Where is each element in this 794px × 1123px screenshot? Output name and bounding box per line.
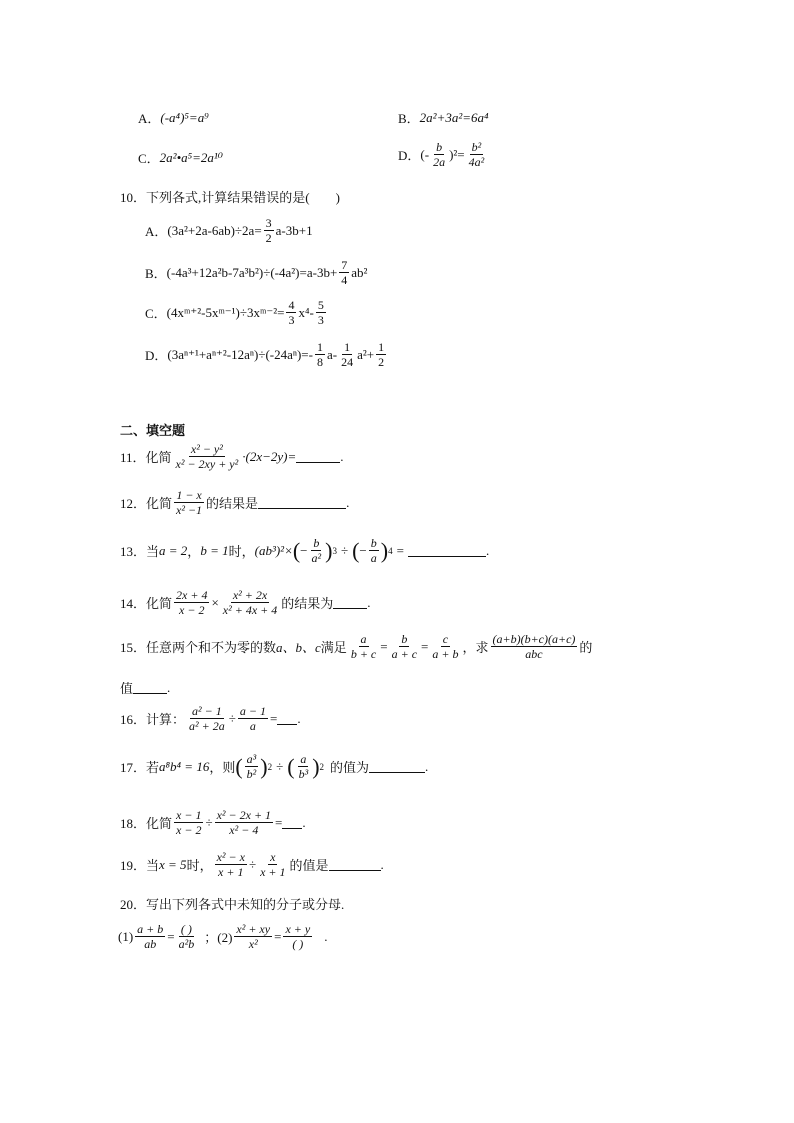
period: . (346, 494, 350, 510)
question-text: 19．当 (120, 858, 160, 873)
fraction (245, 752, 259, 781)
denominator: x² −1 (176, 503, 203, 517)
question-text: 12．化简 (120, 496, 173, 511)
denominator: a (370, 551, 377, 565)
period: . (485, 542, 490, 558)
paren-open: ( (287, 753, 295, 779)
fraction (431, 140, 447, 169)
period: . (340, 448, 344, 464)
numerator: 1 (344, 340, 351, 354)
numerator: b (401, 632, 408, 646)
fraction (174, 442, 241, 471)
option-label: B． (398, 111, 420, 126)
period: . (167, 679, 171, 695)
denominator: 3 (317, 313, 324, 327)
fraction (215, 850, 247, 879)
denominator: a² + 2a (189, 719, 225, 733)
fraction (310, 536, 324, 565)
answer-blank[interactable] (282, 816, 302, 829)
unknown-numerator[interactable]: ( ) (180, 922, 192, 936)
fraction (390, 632, 419, 661)
fraction (174, 588, 209, 617)
fraction (376, 340, 386, 369)
paren-close: ) (380, 537, 389, 563)
expr-part: a- (326, 346, 338, 362)
fraction (315, 340, 325, 369)
question-text: 17．若 (120, 760, 160, 775)
option-text: 2a²•a⁵=2a¹⁰ (159, 149, 224, 165)
operator: = (269, 710, 278, 726)
expr-part: a²+ (357, 346, 375, 362)
q10-option-a (145, 216, 313, 245)
question-14 (120, 588, 371, 617)
numerator: (a+b)(b+c)(a+c) (492, 632, 576, 646)
option-label: D． (145, 348, 168, 363)
numerator: a + b (137, 922, 164, 936)
question-text: 的结果为 (281, 596, 334, 611)
numerator: 3 (265, 216, 272, 230)
denominator: 4a² (468, 155, 485, 169)
option-label: A． (145, 224, 168, 239)
fraction (467, 140, 487, 169)
answer-blank[interactable] (133, 681, 167, 694)
denominator: 8 (316, 355, 323, 369)
denominator: 24 (341, 355, 354, 369)
denominator: x² + 4x + 4 (222, 603, 278, 617)
paren-open: ( (292, 537, 301, 563)
fraction[interactable] (283, 922, 312, 951)
operator: = (274, 928, 282, 944)
fraction (430, 632, 460, 661)
denominator: x + 1 (260, 865, 286, 879)
q9-option-c (138, 148, 223, 167)
numerator: 1 − x (176, 488, 202, 502)
answer-blank[interactable] (258, 496, 346, 509)
fraction[interactable] (177, 922, 197, 951)
numerator: a (300, 752, 307, 766)
q10-title: 10．下列各式,计算结果错误的是( ) (120, 190, 340, 205)
numerator: x + y (285, 922, 311, 936)
denominator: a²b (178, 937, 195, 951)
expr-part: (- (420, 146, 430, 162)
paren-open: ( (352, 537, 360, 563)
question-text: 时， (228, 544, 255, 559)
equals-sign: = (421, 638, 429, 654)
fraction (234, 922, 272, 951)
question-text: 13．当 (120, 544, 160, 559)
paren-close: ) (325, 537, 333, 563)
denominator: x + 1 (218, 865, 244, 879)
denominator: 2 (265, 231, 272, 245)
question-11 (120, 442, 343, 471)
question-20-title: 20．写出下列各式中未知的分子或分母. (120, 897, 345, 912)
numerator: 4 (288, 298, 295, 312)
option-label: C． (145, 306, 167, 321)
numerator: 5 (317, 298, 324, 312)
option-label: C． (138, 151, 160, 166)
period: . (380, 856, 384, 872)
denominator: x² (248, 937, 258, 951)
unknown-denominator[interactable]: ( ) (292, 937, 304, 951)
denominator: 2 (378, 355, 385, 369)
denominator: a (249, 719, 256, 733)
expr-part: (ab³)²× (254, 542, 293, 558)
q9-option-d (398, 140, 488, 169)
numerator: 1 (316, 340, 323, 354)
question-text: 的 (579, 640, 593, 655)
numerator: 2x + 4 (176, 588, 208, 602)
expr-part: ab² (351, 264, 368, 280)
expr-part: (4xᵐ⁺²-5xᵐ⁻¹)÷3xᵐ⁻²= (166, 304, 285, 320)
answer-blank[interactable] (408, 544, 486, 557)
fraction (187, 704, 227, 733)
period: . (367, 594, 371, 610)
numerator: x² + xy (236, 922, 271, 936)
expr-part: ·(2x−2y)= (242, 448, 297, 464)
part-label: ；(2) (204, 930, 233, 945)
paren-close: ) (312, 753, 320, 779)
numerator: a (360, 632, 367, 646)
fraction (174, 808, 203, 837)
condition: b = 1 (200, 542, 229, 558)
question-18 (120, 808, 306, 837)
denominator: x² − 4 (229, 823, 259, 837)
fraction (174, 488, 204, 517)
numerator: a² − 1 (192, 704, 222, 718)
answer-blank[interactable] (296, 450, 340, 463)
paren-close: ) (260, 753, 268, 779)
denominator: a² (311, 551, 322, 565)
condition: x = 5 (159, 856, 187, 872)
denominator: a + c (391, 647, 418, 661)
denominator: x² − 2xy + y² (175, 457, 239, 471)
q9-option-a (138, 108, 209, 127)
fraction (349, 632, 378, 661)
question-text: 的值为 (330, 760, 370, 775)
numerator: 1 (378, 340, 385, 354)
option-text: 2a²+3a²=6a⁴ (419, 109, 489, 125)
question-text: 时， (186, 858, 213, 873)
option-label: A． (138, 111, 161, 126)
variables: a、b、c (276, 640, 321, 655)
numerator: x − 1 (176, 808, 202, 822)
period: . (302, 814, 306, 830)
denominator: x − 2 (179, 603, 205, 617)
minus-sign: − (359, 542, 367, 558)
fraction (297, 752, 311, 781)
expr-part: x⁴- (298, 304, 314, 320)
expr-part: a-3b+1 (275, 222, 313, 238)
option-text: (-a⁴)⁵=a⁹ (160, 109, 209, 125)
period: . (425, 758, 429, 774)
question-17: 17．若 a⁸b⁴ = 16 ，则 ( $\frac{\text{a³}}{\text{b²}}$ ) 2 ÷ ( $\frac{a}{\text{b³}}$ ) 2 的值为 . (120, 752, 429, 781)
fraction (339, 258, 349, 287)
denominator: 4 (341, 273, 348, 287)
question-text: 18．化简 (120, 816, 173, 831)
expr-part: (3aⁿ⁺¹+aⁿ⁺²-12aⁿ)÷(-24aⁿ)=- (167, 346, 313, 362)
numerator: c (442, 632, 449, 646)
fraction (264, 216, 274, 245)
fraction (491, 632, 578, 661)
denominator: a + b (432, 647, 459, 661)
paren-open: ( (235, 753, 243, 779)
operator: = (167, 928, 175, 944)
denominator: abc (525, 647, 543, 661)
operator: × (211, 594, 219, 610)
operator: = (396, 542, 404, 558)
operator: ÷ (248, 856, 257, 872)
numerator: 7 (341, 258, 348, 272)
question-13: 13．当 a = 2 ， b = 1 时， (ab³)²× ( − $\frac{b}{\text{a²}}$ ) 3 ÷ ( − $\frac{b}{a}$ ) 4 = . (120, 536, 490, 565)
question-text: ，求 (462, 640, 489, 655)
equals-sign: = (380, 638, 388, 654)
fraction (238, 704, 268, 733)
fraction (286, 298, 296, 327)
expr-part: (3a²+2a-6ab)÷2a= (167, 222, 262, 238)
option-label: B． (145, 266, 167, 281)
question-15-line2 (120, 678, 170, 697)
expr-part: )²= (449, 146, 465, 162)
answer-blank[interactable] (277, 712, 297, 725)
q9-option-b (398, 108, 489, 127)
option-label: D． (398, 148, 421, 163)
answer-blank[interactable] (369, 760, 425, 773)
section-heading: 二、填空题 (120, 423, 186, 438)
condition: a = 2 (159, 542, 188, 558)
denominator: b² (246, 767, 257, 781)
part-label: (1) (118, 928, 134, 944)
operator: ÷ (228, 710, 236, 726)
numerator: b (313, 536, 320, 550)
numerator: x² − y² (190, 442, 223, 456)
period: . (324, 928, 328, 944)
question-text: 满足 (320, 640, 347, 655)
denominator: b + c (350, 647, 377, 661)
question-15 (120, 632, 592, 661)
question-16 (120, 704, 301, 733)
expr-part: (-4a³+12a²b-7a³b²)÷(-4a²)=a-3b+ (166, 264, 338, 280)
question-text: 值 (120, 681, 134, 696)
answer-blank[interactable] (333, 596, 367, 609)
fraction (135, 922, 165, 951)
minus-sign: − (300, 542, 308, 558)
q10-option-d (145, 340, 388, 369)
question-text: 的值是 (289, 858, 329, 873)
q10-option-b (145, 258, 367, 287)
question-12 (120, 488, 349, 517)
numerator: b (436, 140, 443, 154)
fraction (258, 850, 287, 879)
denominator: b³ (298, 767, 309, 781)
fraction (221, 588, 279, 617)
question-text: 11．化简 (120, 450, 172, 465)
operator: ÷ (276, 758, 284, 774)
denominator: 3 (288, 313, 295, 327)
question-text: 15．任意两个和不为零的数 (120, 640, 277, 655)
numerator: a³ (246, 752, 257, 766)
operator: ÷ (205, 814, 213, 830)
fraction (339, 340, 355, 369)
fraction (316, 298, 326, 327)
operator: = (275, 814, 283, 830)
denominator: 2a (433, 155, 446, 169)
q10-option-c (145, 298, 328, 327)
denominator: x − 2 (176, 823, 202, 837)
numerator: x² − 2x + 1 (216, 808, 272, 822)
question-text: ， (187, 544, 201, 559)
question-20-parts (118, 922, 327, 951)
operator: ÷ (340, 542, 349, 558)
numerator: x² + 2x (232, 588, 268, 602)
numerator: b (370, 536, 377, 550)
period: . (297, 710, 301, 726)
denominator: ab (144, 937, 157, 951)
question-text: 16．计算： (120, 712, 186, 727)
fraction (369, 536, 379, 565)
question-19 (120, 850, 384, 879)
condition: a⁸b⁴ = 16 (159, 758, 210, 774)
numerator: x² − x (216, 850, 245, 864)
numerator: x (270, 850, 276, 864)
numerator: b² (471, 140, 482, 154)
fraction (215, 808, 273, 837)
numerator: a − 1 (239, 704, 266, 718)
question-text: 的结果是 (206, 496, 259, 511)
answer-blank[interactable] (329, 858, 381, 871)
question-text: ，则 (209, 760, 236, 775)
question-text: 14．化简 (120, 596, 173, 611)
